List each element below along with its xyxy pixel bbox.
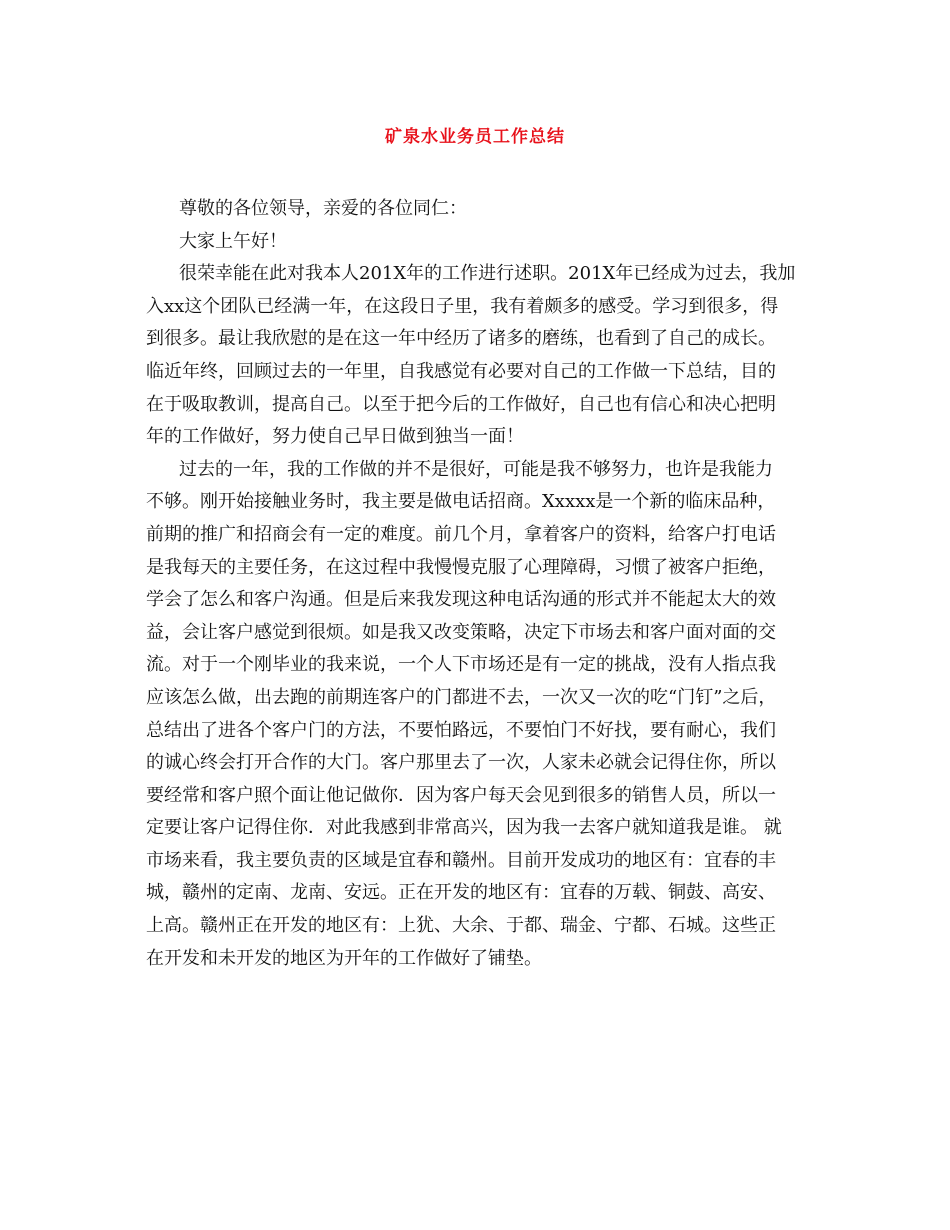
text-line: 总结出了进各个客户门的方法，不要怕路远，不要怕门不好找，要有耐心，我们 [146,719,776,741]
document-title: 矿泉水业务员工作总结 [385,127,565,147]
text-line: 过去的一年，我的工作做的并不是很好，可能是我不够努力，也许是我能力 [179,458,773,480]
text-line: 尊敬的各位领导，亲爱的各位同仁： [179,198,467,219]
text-line: 上高。赣州正在开发的地区有：上犹、大余、于都、瑞金、宁都、石城。这些正 [146,915,776,937]
text-line: 不够。刚开始接触业务时，我主要是做电话招商。Xxxxx是一个新的临床品种， [146,491,776,513]
text-line: 临近年终，回顾过去的一年里，自我感觉有必要对自己的工作做一下总结，目的 [146,360,776,382]
text-line: 是我每天的主要任务，在这过程中我慢慢克服了心理障碍，习惯了被客户拒绝， [146,556,776,578]
text-line: 要经常和客户照个面让他记做你．因为客户每天会见到很多的销售人员，所以一 [146,784,776,806]
document-body [146,193,808,975]
text-line: 入xx这个团队已经满一年，在这段日子里，我有着颇多的感受。学习到很多，得 [146,295,779,317]
text-line: 城，赣州的定南、龙南、安远。正在开发的地区有：宜春的万载、铜鼓、高安、 [146,882,776,904]
text-line: 在开发和未开发的地区为开年的工作做好了铺垫。 [146,947,542,969]
text-line: 大家上午好！ [179,230,287,252]
text-line: 到很多。最让我欣慰的是在这一年中经历了诸多的磨练，也看到了自己的成长。 [146,328,776,350]
text-line: 益，会让客户感觉到很烦。如是我又改变策略，决定下市场去和客户面对面的交 [146,621,776,643]
text-line: 流。对于一个刚毕业的我来说，一个人下市场还是有一定的挑战，没有人指点我 [146,654,776,676]
text-line: 年的工作做好，努力使自己早日做到独当一面！ [146,426,524,448]
text-line: 的诚心终会打开合作的大门。客户那里去了一次，人家未必就会记得住你，所以 [146,752,776,774]
text-line: 市场来看，我主要负责的区域是宜春和赣州。目前开发成功的地区有：宜春的丰 [146,849,776,871]
text-line: 前期的推广和招商会有一定的难度。前几个月，拿着客户的资料，给客户打电话 [146,523,776,545]
text-line: 定要让客户记得住你．对此我感到非常高兴，因为我一去客户就知道我是谁。 就 [146,817,782,839]
text-line: 应该怎么做，出去跑的前期连客户的门都进不去，一次又一次的吃“门钉”之后， [146,686,777,708]
text-line: 学会了怎么和客户沟通。但是后来我发现这种电话沟通的形式并不能起太大的效 [146,589,776,611]
text-line: 很荣幸能在此对我本人201X年的工作进行述职。201X年已经成为过去，我加 [179,263,796,285]
text-line: 在于吸取教训，提高自己。以至于把今后的工作做好，自己也有信心和决心把明 [146,393,776,415]
